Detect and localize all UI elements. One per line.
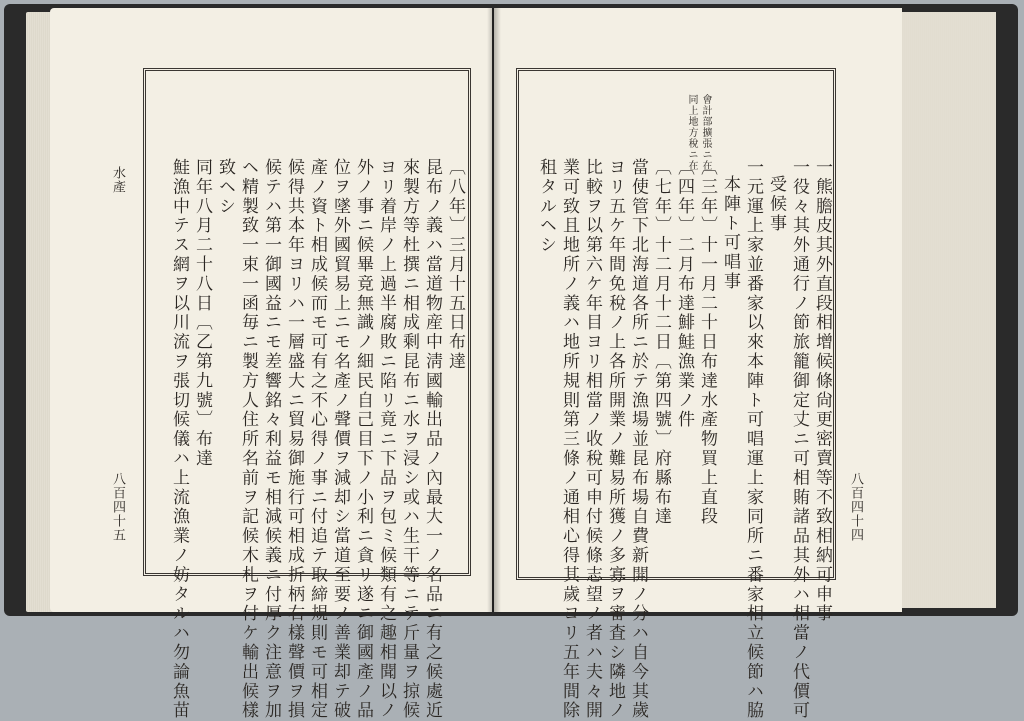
text-column: 比較ヲ以第六ケ年目ヨリ相當ノ收稅可申付候條志望ノ者ハ夫々開 [582,158,602,721]
margin-note: 同上地方稅ニ在 [686,94,697,171]
right-page-edges [896,12,996,608]
text-column: 〔八年〕三月十五日布達 [445,158,465,372]
text-column: 〔三年〕十一月二十日布達水產物買上直段 [697,158,717,527]
margin-note: 會計部擴張ニ在 [700,94,711,171]
text-column: 候テハ第一御國益ニモ差響銘々利益モ相減候義ニ付厚ク注意ヲ加 [261,158,281,721]
text-column: 受候事 [766,175,786,234]
text-column: 〔四年〕二月布達鯡鮭漁業ノ件 [674,158,694,430]
text-column: 一役々其外通行ノ節旅籠御定丈ニ可相賄諸品其外ハ相當ノ代價可 [789,158,809,721]
text-column: 產ノ資ト相成候而モ可有之不心得ノ事ニ付追テ取締規則モ可相定 [307,158,327,721]
text-column: 〔七年〕十二月十二日〔第四號〕府縣布達 [651,158,671,527]
text-column: 致ヘシ [215,158,235,217]
text-column: 一元運上家並番家以來本陣ト可唱運上家同所ニ番家相立候節ハ脇 [743,158,763,721]
text-column: ヨリ五ケ年間免稅ノ上各所開業ノ難易所獲ノ多寡ヲ審査シ隣地ノ [605,158,625,721]
left-page-number: 八百四十五 [110,472,125,542]
text-column: 當使管下北海道各所ニ於テ漁場並昆布場自費新開ノ分ハ自今其歲 [628,158,648,721]
text-column: 外ノ事ニ候畢竟無識ノ細民自己目下ノ小利ニ貪リ遂ニ御國產ノ品 [353,158,373,721]
text-column: 業可致且地所ノ義ハ地所規則第三條ノ通相心得其歲ヨリ五年間除 [559,158,579,721]
text-column: 一熊膽皮其外直段相增候條尙更密賣等不致相納可申事 [812,158,832,624]
text-column: 本陣ト可唱事 [720,175,740,292]
text-column: 同年八月二十八日〔乙第九號〕布達 [192,158,212,469]
text-column: 昆布ノ義ハ當道物産中淸國輸出品ノ內最大一ノ名品ニ有之候處近 [422,158,442,721]
text-column: 租タルヘシ [536,158,556,255]
text-column: 候得共本年ヨリハ一層盛大ニ貿易御施行可相成折柄右樣聲價ヲ損 [284,158,304,721]
book-gutter [487,8,501,612]
text-column: ヘ精製致一束一函毎ニ製方人住所名前ヲ記候木札ヲ付ケ輸出候樣 [238,158,258,721]
left-page-header: 水產 [110,166,125,194]
right-page-number: 八百四十四 [848,472,863,542]
text-column: 來製方等杜撰ニ相成剩昆布ニ水ヲ浸シ或ハ生干等ニテ斤量ヲ掠候 [399,158,419,721]
text-column: 鮭漁中テス網ヲ以川流ヲ張切候儀ハ上流漁業ノ妨タルハ勿論魚苗 [169,158,189,721]
text-column: 位ヲ墜外國貿易上ニモ名產ノ聲價ヲ減却シ當道至要ノ善業却テ破 [330,158,350,721]
text-column: ヨリ着岸ノ上過半腐敗ニ陷リ竟ニ下品ヲ包ミ候類有之趣相聞以ノ [376,158,396,721]
